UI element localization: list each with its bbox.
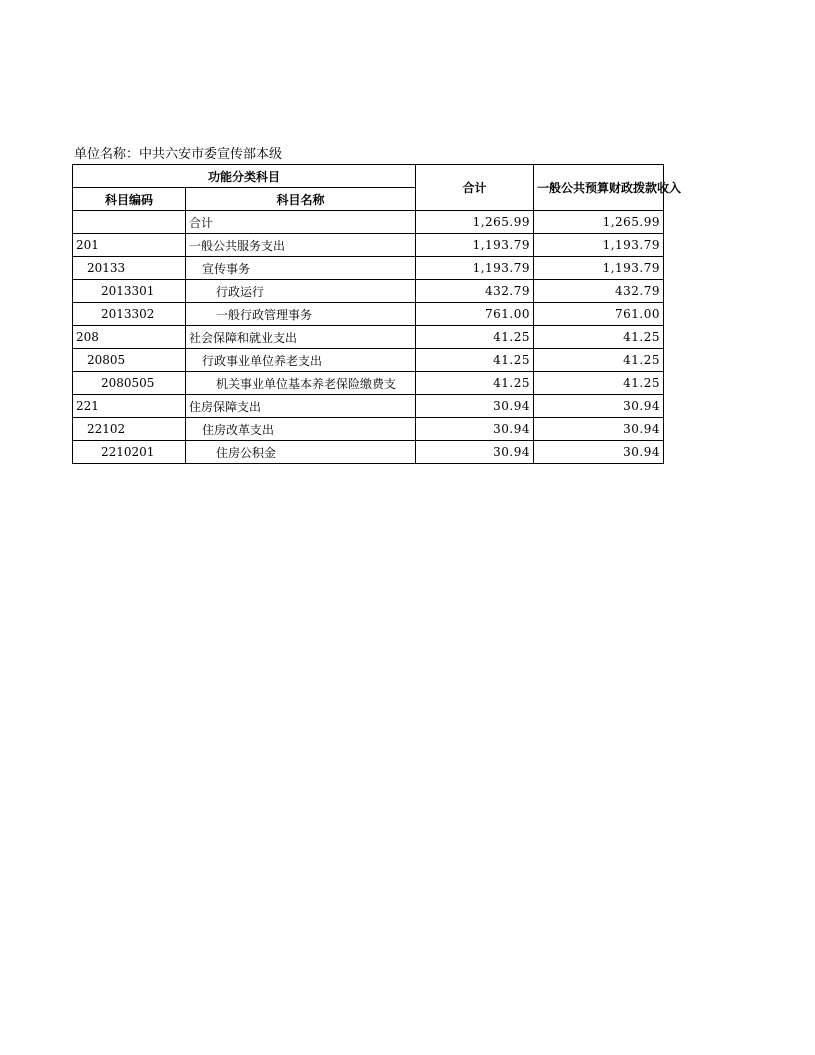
general-budget-value: 432.79 — [534, 280, 664, 303]
subject-name: 行政运行 — [186, 280, 416, 303]
total-value: 761.00 — [416, 303, 534, 326]
general-budget-value: 30.94 — [534, 441, 664, 464]
table-row — [73, 372, 664, 395]
total-value: 432.79 — [416, 280, 534, 303]
header-general-budget: 一般公共预算财政拨款收入 — [534, 165, 664, 211]
unit-name-label: 单位名称：中共六安市委宣传部本级 — [74, 147, 283, 162]
subject-name: 机关事业单位基本养老保险缴费支 — [186, 372, 416, 395]
total-value: 1,193.79 — [416, 234, 534, 257]
subject-name: 行政事业单位养老支出 — [186, 349, 416, 372]
budget-table — [72, 164, 682, 464]
table-row — [73, 303, 664, 326]
total-value: 41.25 — [416, 326, 534, 349]
subject-code — [73, 211, 186, 234]
general-budget-value: 41.25 — [534, 349, 664, 372]
general-budget-value: 1,193.79 — [534, 234, 664, 257]
subject-code: 2210201 — [73, 441, 186, 464]
subject-name: 住房公积金 — [186, 441, 416, 464]
total-value: 41.25 — [416, 349, 534, 372]
subject-code: 201 — [73, 234, 186, 257]
table-row — [73, 418, 664, 441]
subject-code: 20805 — [73, 349, 186, 372]
total-value: 41.25 — [416, 372, 534, 395]
subject-code: 20133 — [73, 257, 186, 280]
general-budget-value: 41.25 — [534, 372, 664, 395]
general-budget-value: 30.94 — [534, 418, 664, 441]
table-row — [73, 257, 664, 280]
general-budget-value: 30.94 — [534, 395, 664, 418]
table-row — [73, 211, 664, 234]
header-total: 合计 — [416, 165, 534, 211]
total-value: 30.94 — [416, 441, 534, 464]
subject-name: 一般行政管理事务 — [186, 303, 416, 326]
subject-code: 22102 — [73, 418, 186, 441]
subject-name: 住房改革支出 — [186, 418, 416, 441]
header-subject-name: 科目名称 — [186, 188, 416, 211]
subject-code: 221 — [73, 395, 186, 418]
total-value: 30.94 — [416, 395, 534, 418]
subject-name: 宣传事务 — [186, 257, 416, 280]
subject-code: 208 — [73, 326, 186, 349]
table-row — [73, 234, 664, 257]
general-budget-value: 1,193.79 — [534, 257, 664, 280]
total-value: 1,265.99 — [416, 211, 534, 234]
general-budget-value: 41.25 — [534, 326, 664, 349]
header-subject-code: 科目编码 — [73, 188, 186, 211]
total-value: 1,193.79 — [416, 257, 534, 280]
table-row — [73, 395, 664, 418]
subject-code: 2013301 — [73, 280, 186, 303]
table-row — [73, 349, 664, 372]
table-row — [73, 326, 664, 349]
subject-name: 合计 — [186, 211, 416, 234]
header-function-category: 功能分类科目 — [73, 165, 416, 188]
table-row — [73, 441, 664, 464]
total-value: 30.94 — [416, 418, 534, 441]
subject-name: 社会保障和就业支出 — [186, 326, 416, 349]
general-budget-value: 1,265.99 — [534, 211, 664, 234]
subject-code: 2080505 — [73, 372, 186, 395]
subject-name: 住房保障支出 — [186, 395, 416, 418]
table-row — [73, 280, 664, 303]
general-budget-value: 761.00 — [534, 303, 664, 326]
subject-name: 一般公共服务支出 — [186, 234, 416, 257]
subject-code: 2013302 — [73, 303, 186, 326]
